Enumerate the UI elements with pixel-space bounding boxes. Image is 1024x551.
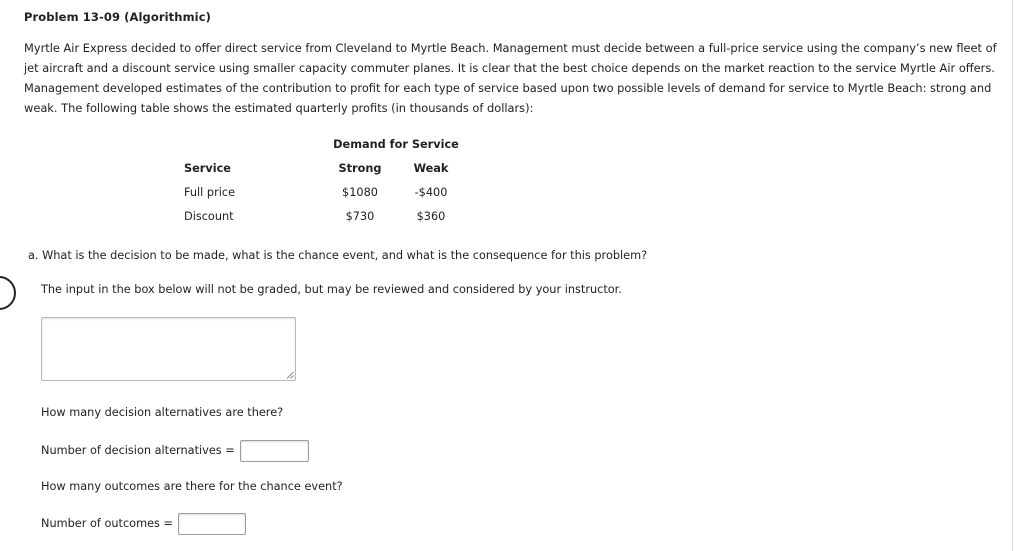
table-header-strong: Strong [338, 162, 382, 175]
question-a: a. What is the decision to be made, what is the chance event, and what is the consequence for this problem? [28, 249, 648, 262]
decision-alternatives-label: Number of decision alternatives = [41, 444, 235, 457]
ungraded-note: The input in the box below will not be graded, but may be reviewed and considered by your instructor. [41, 283, 622, 296]
outcomes-question: How many outcomes are there for the chance event? [41, 480, 343, 493]
table-cell-weak: -$400 [414, 186, 448, 199]
outcomes-input[interactable] [178, 513, 246, 535]
table-cell-weak: $360 [416, 210, 446, 223]
profit-table [0, 0, 1024, 240]
table-cell-service: Discount [184, 210, 234, 223]
problem-title: Problem 13-09 (Algorithmic) [24, 10, 211, 24]
right-border-divider [1012, 0, 1013, 551]
table-group-header: Demand for Service [333, 138, 459, 151]
table-header-service: Service [184, 162, 231, 175]
resize-grip-icon[interactable] [286, 371, 294, 379]
problem-paragraph: Myrtle Air Express decided to offer direct service from Cleveland to Myrtle Beach. Management must decide between a full-price service using the company’s new fleet of jet aircraft and a discount service using smaller capacity commuter planes. It is clear that the best choice depends on the market reaction to the service Myrtle Air offers. Management developed estimates of the contribution to profit for each type of service based upon two possible levels of demand for service to Myrtle Beach: strong and weak. The following table shows the estimated quarterly profits (in thousands of dollars): [24, 41, 997, 115]
question-marker-circle [0, 276, 16, 310]
decision-alternatives-question: How many decision alternatives are there? [41, 406, 284, 419]
decision-alternatives-input[interactable] [240, 440, 309, 462]
outcomes-label: Number of outcomes = [41, 517, 173, 530]
table-cell-strong: $1080 [342, 186, 378, 199]
table-cell-service: Full price [184, 186, 236, 199]
table-header-weak: Weak [413, 162, 449, 175]
table-cell-strong: $730 [345, 210, 375, 223]
answer-textarea[interactable] [41, 317, 296, 381]
